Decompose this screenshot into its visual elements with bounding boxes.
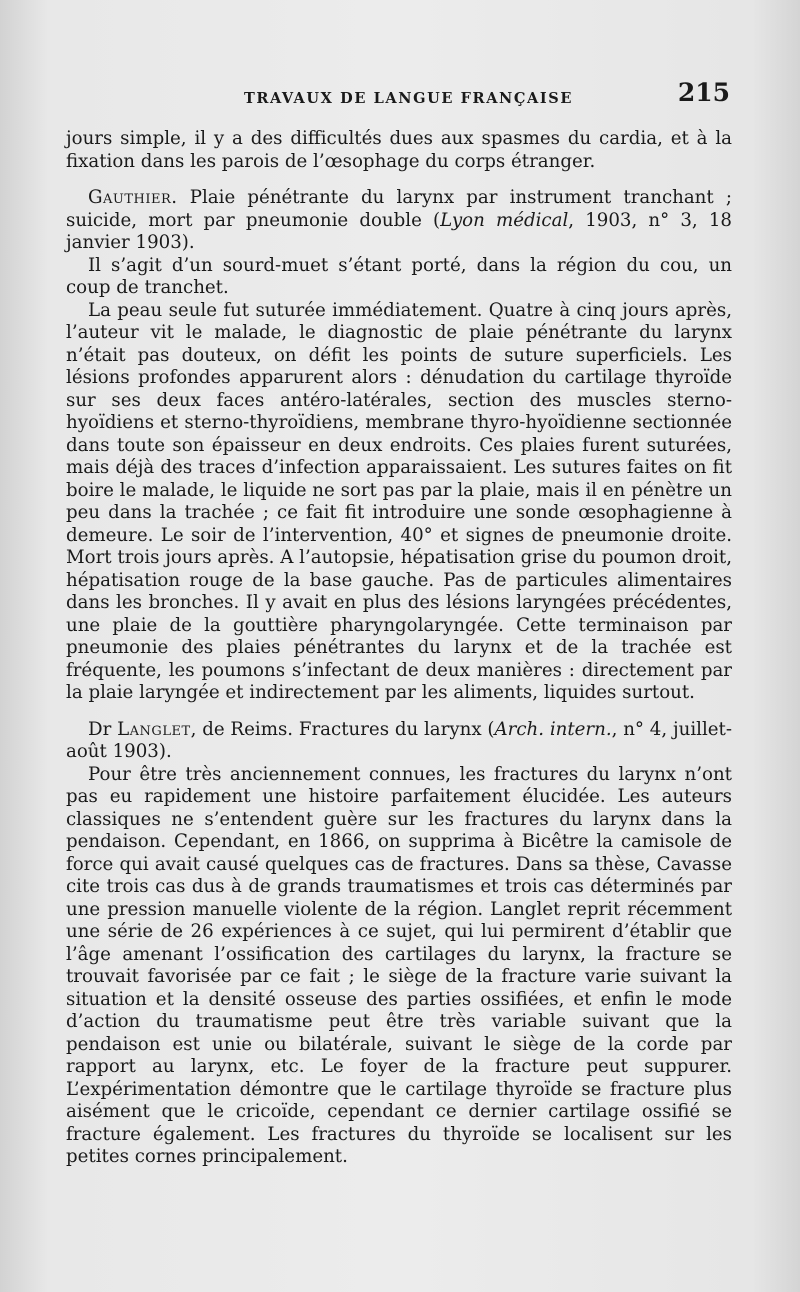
- entry-title-end: , n° 4, juillet-août 1903).: [66, 718, 732, 762]
- entry-heading-gauthier: [66, 187, 732, 255]
- entry-paragraph: Il s’agit d’un sourd-muet s’étant porté, dans la région du cou, un coup de tranchet.: [66, 254, 732, 298]
- entry-paragraph: Pour être très anciennement connues, les fractures du larynx n’ont pas eu rapidement une histoire parfaitement élucidée. Les auteurs classiques ne s’entendent guère sur les fractures du larynx dans la pendaison. Cependant, en 1866, on supprima à Bicêtre la camisole de force qui avait causé quelques cas de fractures. Dans sa thèse, Cavasse cite trois cas dus à de grands traumatismes et trois cas déterminés par une pression manuelle violente de la région. Langlet reprit récemment une série de 26 expériences à ce sujet, qui lui permirent d’établir que l’âge amenant l’ossification des cartilages du larynx, la fracture se trouvait favorisée par ce fait ; le siège de la fracture varie suivant la situation et la densité osseuse des parties ossifiées, et enfin le mode d’action du traumatisme peut être très variable suivant que la pendaison est unie ou bilatérale, suivant le siège de la corde par rapport au larynx, etc. Le foyer de la fracture peut suppurer. L’expérimentation démontre que le cartilage thyroïde se fracture plus aisément que le cricoïde, cependant ce dernier cartilage ossifié se fracture également. Les fractures du thyroïde se localisent sur les petites cornes principalement.: [66, 763, 732, 1167]
- running-title: TRAVAUX DE LANGUE FRANÇAISE: [244, 90, 574, 107]
- entry-author: Langlet: [117, 718, 191, 740]
- entry-title-end: , 1903, n° 3, 18 janvier 1903).: [66, 209, 732, 253]
- entry-paragraph: La peau seule fut suturée immédiatement. Quatre à cinq jours après, l’auteur vit le malade, le diagnostic de plaie pénétrante du larynx n’était pas douteux, on défit les points de suture superficiels. Les lésions profondes apparurent alors : dénudation du cartilage thyroïde sur ses deux faces antéro-latérales, section des muscles sterno-hyoïdiens et sterno-thyroïdiens, membrane thyro-hyoïdienne sectionnée dans toute son épaisseur en deux endroits. Ces plaies furent suturées, mais déjà des traces d’infection apparaissaient. Les sutures faites on fit boire le malade, le liquide ne sort pas par la plaie, mais il en pénètre un peu dans la trachée ; ce fait fit introduire une sonde œsophagienne à demeure. Le soir de l’intervention, 40° et signes de pneumonie droite. Mort trois jours après. A l’autopsie, hépatisation grise du poumon droit, hépatisation rouge de la base gauche. Pas de particules alimentaires dans les bronches. Il y avait en plus des lésions laryngées précédentes, une plaie de la gouttière pharyngolaryngée. Cette terminaison par pneumonie des plaies pénétrantes du larynx et de la trachée est fréquente, les poumons s’infectant de deux manières : directement par la plaie laryngée et indirectement par les aliments, liquides surtout.: [66, 299, 732, 703]
- continuation-paragraph: jours simple, il y a des difficultés dues aux spasmes du cardia, et à la fixation dans les parois de l’œsophage du corps étranger.: [66, 128, 732, 172]
- page-body: [66, 128, 732, 1169]
- entry-journal: Arch. intern.: [494, 718, 612, 740]
- entry-heading-langlet: [66, 719, 732, 764]
- entry-title-part: Plaie pénétrante du larynx par instrument tranchant ; suicide, mort par pneumonie double (: [66, 187, 732, 231]
- page-header: [66, 78, 730, 114]
- entry-title-part: , de Reims. Fractures du larynx (: [190, 718, 495, 740]
- page-number: 215: [677, 78, 730, 107]
- entry-journal: Lyon médical: [440, 209, 569, 231]
- entry-prefix: Dr: [88, 718, 118, 740]
- entry-author: Gauthier.: [88, 187, 178, 208]
